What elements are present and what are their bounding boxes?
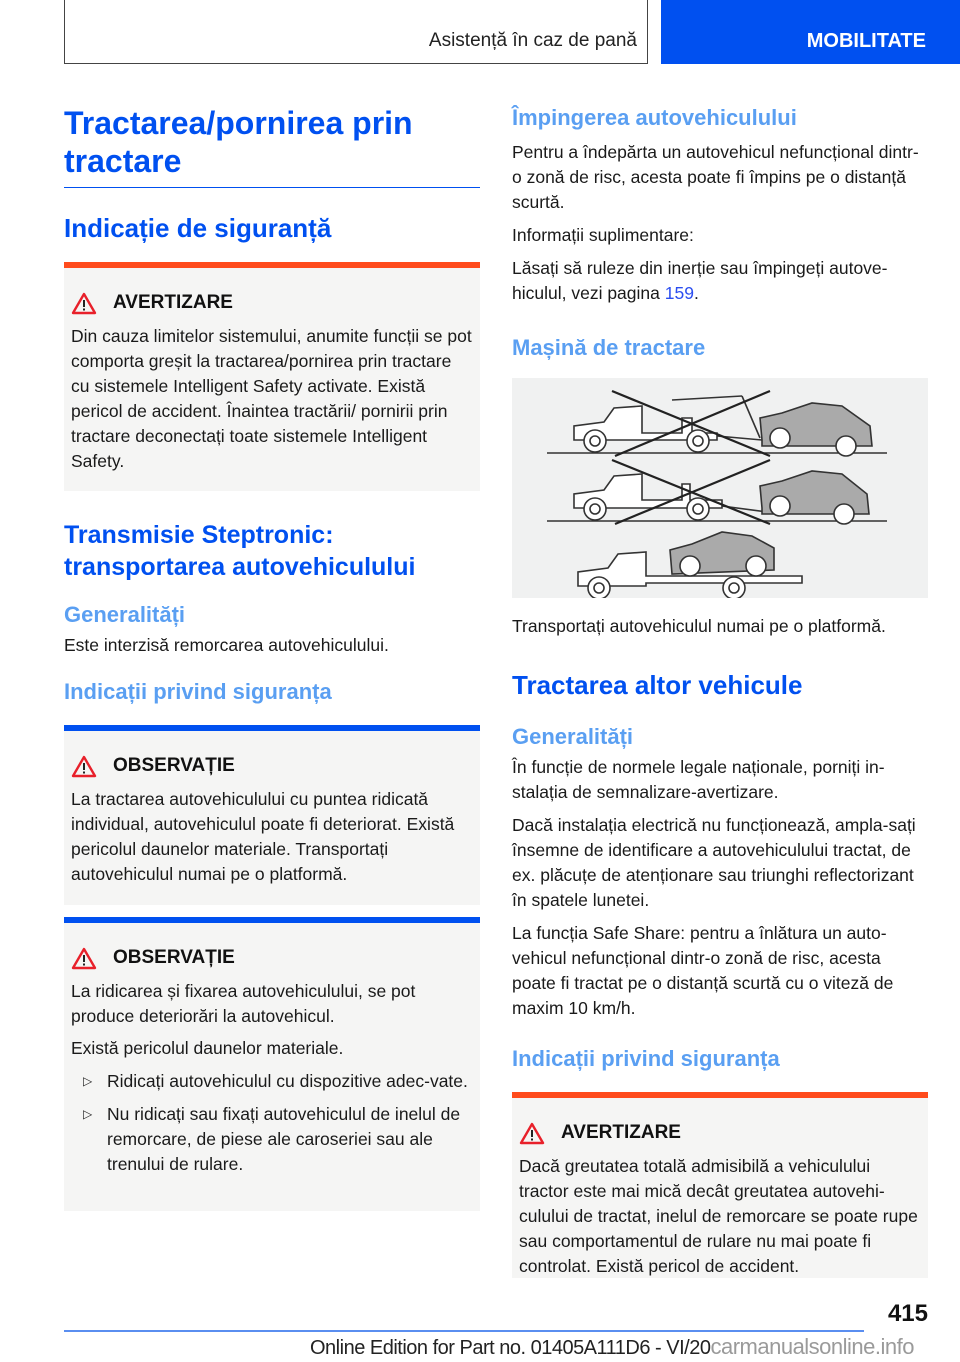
general-paragraph-3: La funcția Safe Share: pentru a înlătura un auto-vehicul nefuncțional dintr-o zonă de risc, acesta poate fi tractat pe o distanță scurtă cu o viteză de maxim 10 km/h.: [512, 923, 894, 1018]
page-link[interactable]: 159: [664, 283, 694, 303]
safety-notes-heading: Indicații privind siguranța: [64, 679, 332, 704]
warning-label: AVERTIZARE: [561, 1122, 681, 1143]
warning-box: [64, 262, 480, 491]
note-text: La tractarea autovehiculului cu puntea ridicată individual, autovehiculul poate fi deteriorat. Există pericolul daunelor materiale. Transportați autovehiculul numai pe o platformă.: [71, 789, 455, 884]
tow-others-heading: Tractarea altor vehicule: [512, 670, 803, 700]
note-text-2: Există pericolul daunelor materiale.: [71, 1038, 344, 1058]
steptronic-heading: Transmisie Steptronic: transportarea autovehiculului: [64, 521, 416, 581]
note-label: OBSERVAȚIE: [113, 755, 235, 776]
general-paragraph-2: Dacă instalația electrică nu funcționează, ampla-sați însemne de identificare a autovehiculului tractat, de ex. plăcuțe de atenționare sau triunghi reflectorizant în spatele lunetei.: [512, 815, 916, 910]
push-text: Pentru a îndepărta un autovehicul nefuncțional dintr-o zonă de risc, acesta poate fi împins pe o distanță scurtă.: [512, 142, 919, 212]
edition-text: Online Edition for Part no. 01405A111D6 - VI/20: [310, 1337, 711, 1359]
section-title: MOBILITATE: [806, 30, 926, 52]
right-column: [512, 0, 928, 1278]
figure-caption: Transportați autovehiculul numai pe o platformă.: [512, 616, 886, 636]
warning-label: AVERTIZARE: [113, 292, 233, 313]
warning-triangle-icon: [71, 755, 97, 778]
footer-rule: [64, 1330, 864, 1332]
note-label: OBSERVAȚIE: [113, 947, 235, 968]
bullet-triangle-icon: ▷: [83, 1074, 93, 1088]
roll-text-end: .: [693, 283, 699, 303]
roll-text-body: Lăsați să ruleze din inerție sau împingeți autove-hiculul, vezi pagina: [512, 258, 888, 303]
bullet-item: [71, 1102, 474, 1177]
page-title: Tractarea/pornirea prin tractare: [64, 105, 413, 179]
general-paragraph-1: În funcție de normele legale naționale, porniți in-stalația de semnalizare-avertizare.: [512, 757, 885, 802]
warning-triangle-icon: [519, 1122, 545, 1145]
watermark[interactable]: carmanualsonline.info: [710, 1334, 914, 1359]
roll-text: [512, 256, 928, 306]
safety-notes-heading-right: Indicații privind siguranța: [512, 1046, 780, 1071]
left-column: [64, 0, 480, 1211]
warning-text: Din cauza limitelor sistemului, anumite funcții se pot comporta greșit la tractarea/pornirea prin tractare cu sistemele Intelligent Safety activate. Există pericol de accident. Înaintea tractării/ pornirii prin tractare deconectați toate sistemele Intelligent Safety.: [71, 326, 472, 471]
warning-text: Dacă greutatea totală admisibilă a vehiculului tractor este mai mică decât greutatea autovehi-culului de tractat, inelul de remorcare se poate rupe sau comportamentul de rulare nu mai poate fi controlat. Există pericol de accident.: [519, 1156, 918, 1276]
general-heading: Generalități: [64, 602, 186, 627]
page-number: 415: [887, 1300, 928, 1327]
note-text-1: La ridicarea și fixarea autovehiculului, se pot produce deteriorări la autovehicul.: [71, 981, 416, 1026]
more-info-label: Informații suplimentare:: [512, 225, 694, 245]
warning-triangle-icon: [71, 947, 97, 970]
general-text: Este interzisă remorcarea autovehiculului.: [64, 635, 389, 655]
note-box-1: [64, 725, 480, 905]
bullet-text: Ridicați autovehiculul cu dispozitive adec-vate.: [107, 1071, 468, 1091]
tow-vehicle-heading: Mașină de tractare: [512, 335, 706, 360]
note-box-2: [64, 917, 480, 1211]
general-heading-right: Generalități: [512, 724, 634, 749]
bullet-item: [71, 1069, 474, 1094]
bullet-text: Nu ridicați sau fixați autovehiculul de inelul de remorcare, de piese ale caroseriei sau ale trenului de rulare.: [107, 1104, 461, 1174]
towing-illustration: [512, 378, 928, 598]
bullet-triangle-icon: ▷: [83, 1107, 93, 1121]
warning-box-right: [512, 1092, 928, 1278]
tow-trucks-diagram-icon: [512, 378, 928, 598]
warning-triangle-icon: [71, 292, 97, 315]
safety-heading: Indicație de siguranță: [64, 213, 332, 243]
chapter-title: Asistență în caz de pană: [428, 30, 637, 51]
push-heading: Împingerea autovehiculului: [512, 105, 797, 130]
footer-edition: [310, 1334, 914, 1360]
